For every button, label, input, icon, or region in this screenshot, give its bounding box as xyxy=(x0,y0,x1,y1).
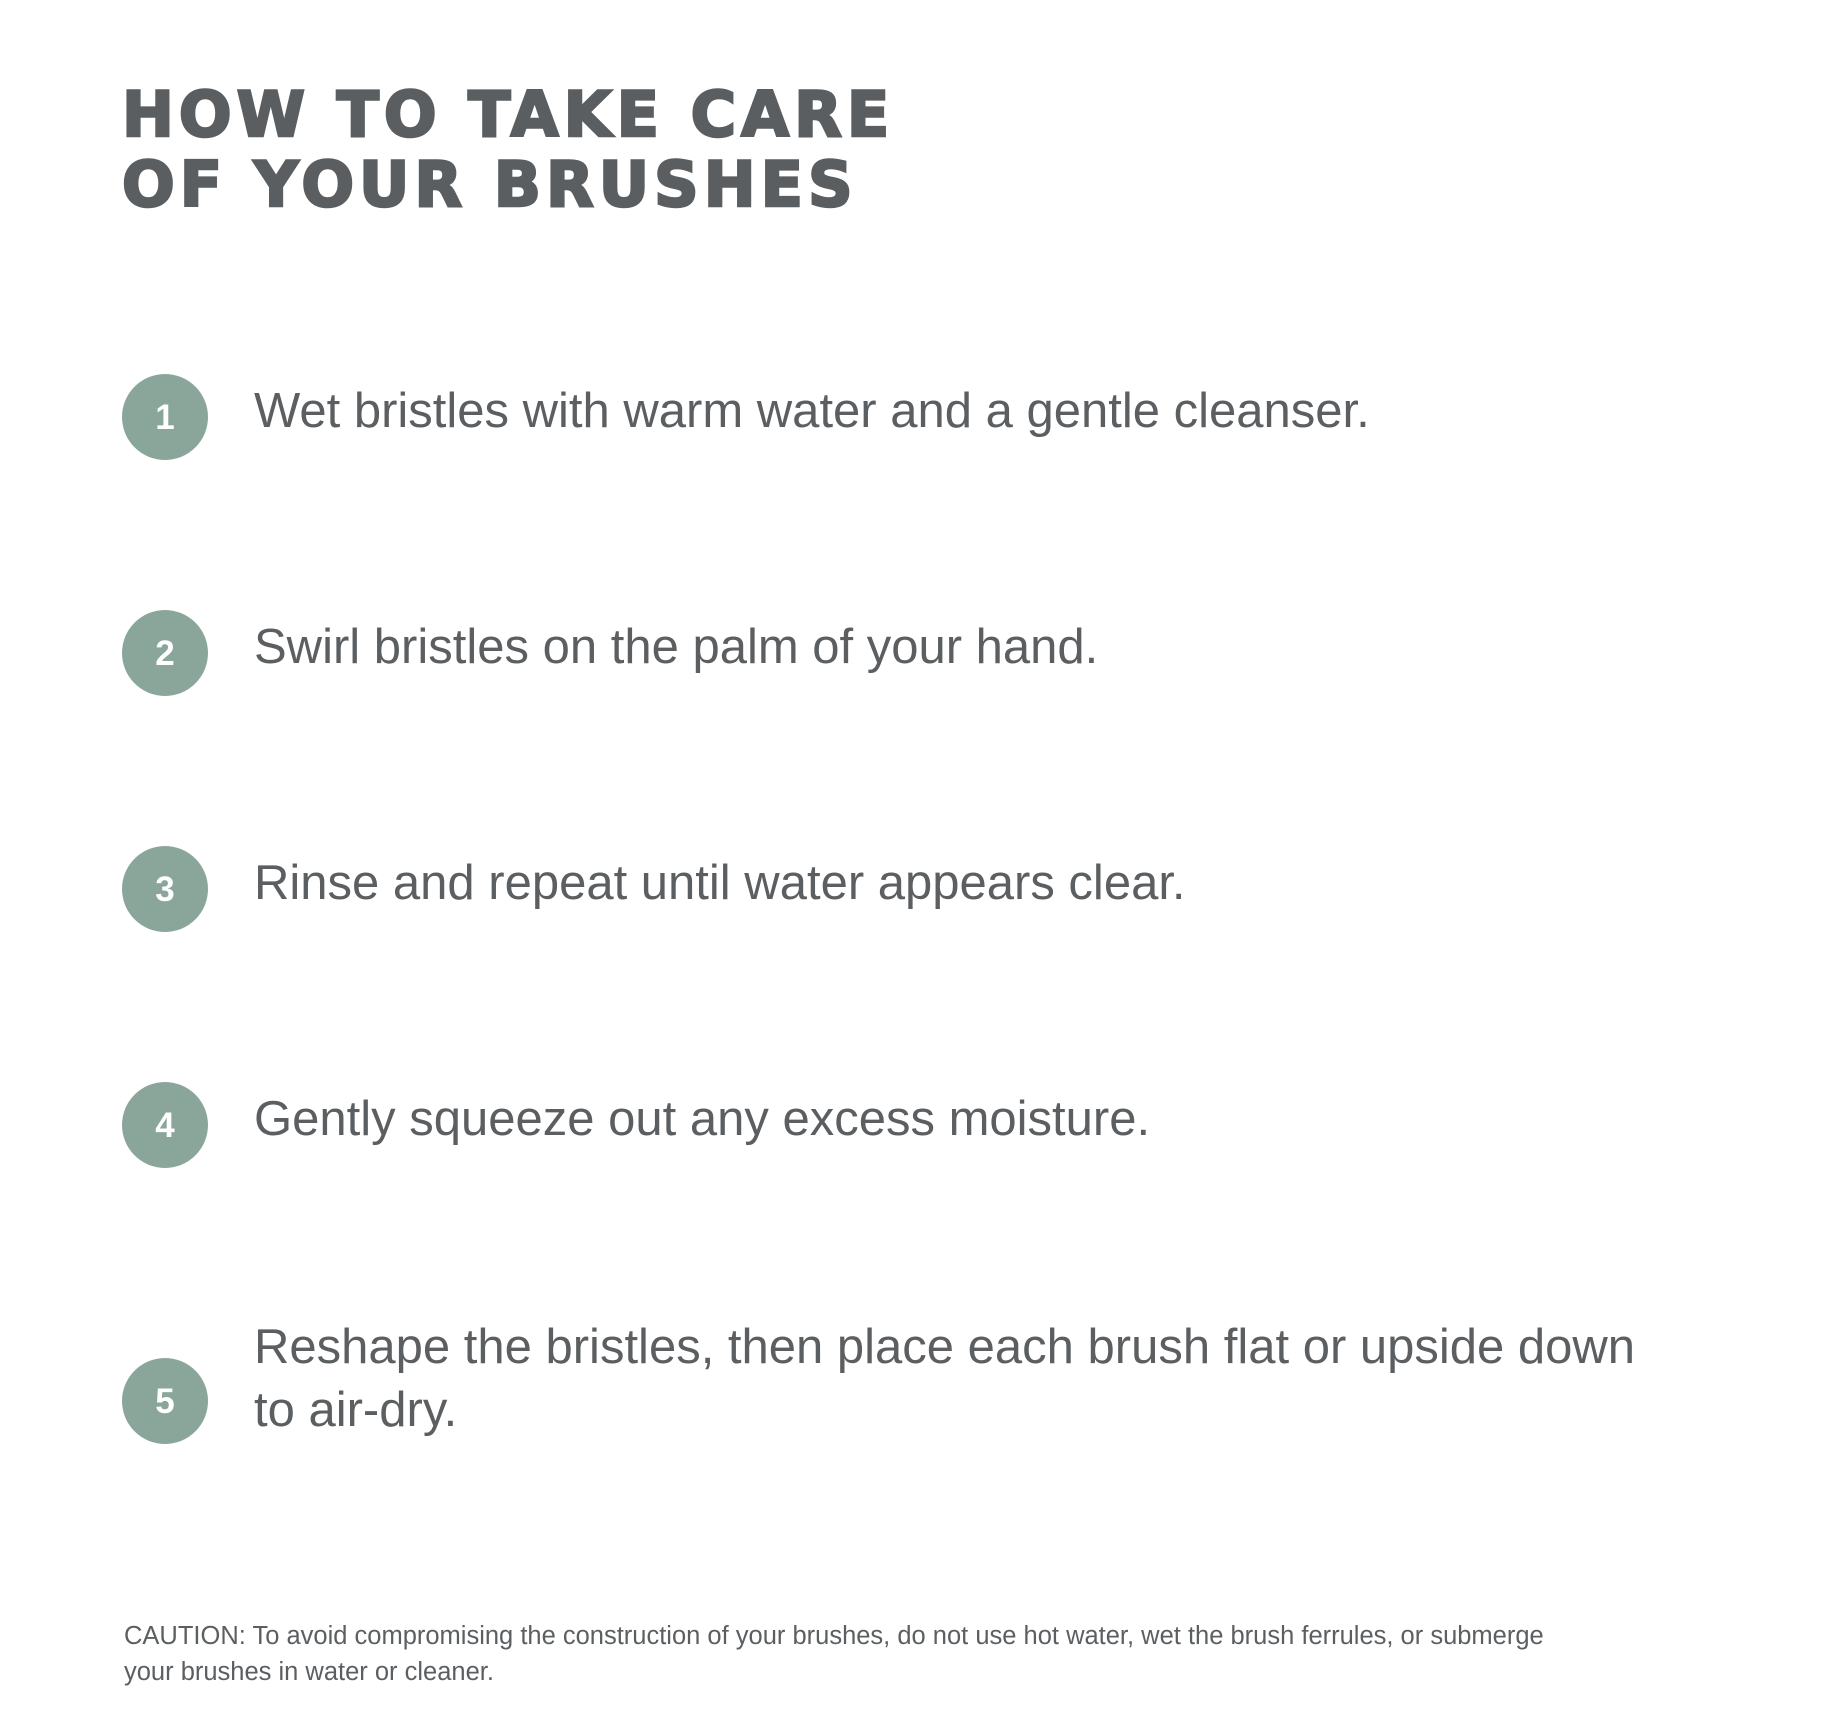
caution-note: CAUTION: To avoid compromising the construction of your brushes, do not use hot water, wet the brush ferrules, or submerge your brushes in water or cleaner. xyxy=(124,1621,1544,1686)
list-item xyxy=(122,844,1682,1080)
page-title xyxy=(122,77,1322,221)
list-item xyxy=(122,1316,1682,1552)
step-number-badge: 1 xyxy=(122,374,208,460)
page-title-line-1: HOW TO TAKE CARE xyxy=(122,77,895,151)
steps-list xyxy=(122,372,1682,1552)
step-number-badge: 4 xyxy=(122,1082,208,1168)
list-item xyxy=(122,608,1682,844)
step-number-badge: 3 xyxy=(122,846,208,932)
step-text: Reshape the bristles, then place each brush flat or upside down to air-dry. xyxy=(254,1320,1636,1437)
step-text: Wet bristles with warm water and a gentle cleanser. xyxy=(254,384,1370,438)
list-item xyxy=(122,1080,1682,1316)
list-item xyxy=(122,372,1682,608)
step-number-badge: 2 xyxy=(122,610,208,696)
step-text: Gently squeeze out any excess moisture. xyxy=(254,1092,1151,1146)
step-number-badge: 5 xyxy=(122,1358,208,1444)
step-text: Swirl bristles on the palm of your hand. xyxy=(254,620,1099,674)
step-text: Rinse and repeat until water appears clear. xyxy=(254,856,1186,910)
page-title-line-2: OF YOUR BRUSHES xyxy=(122,147,858,221)
